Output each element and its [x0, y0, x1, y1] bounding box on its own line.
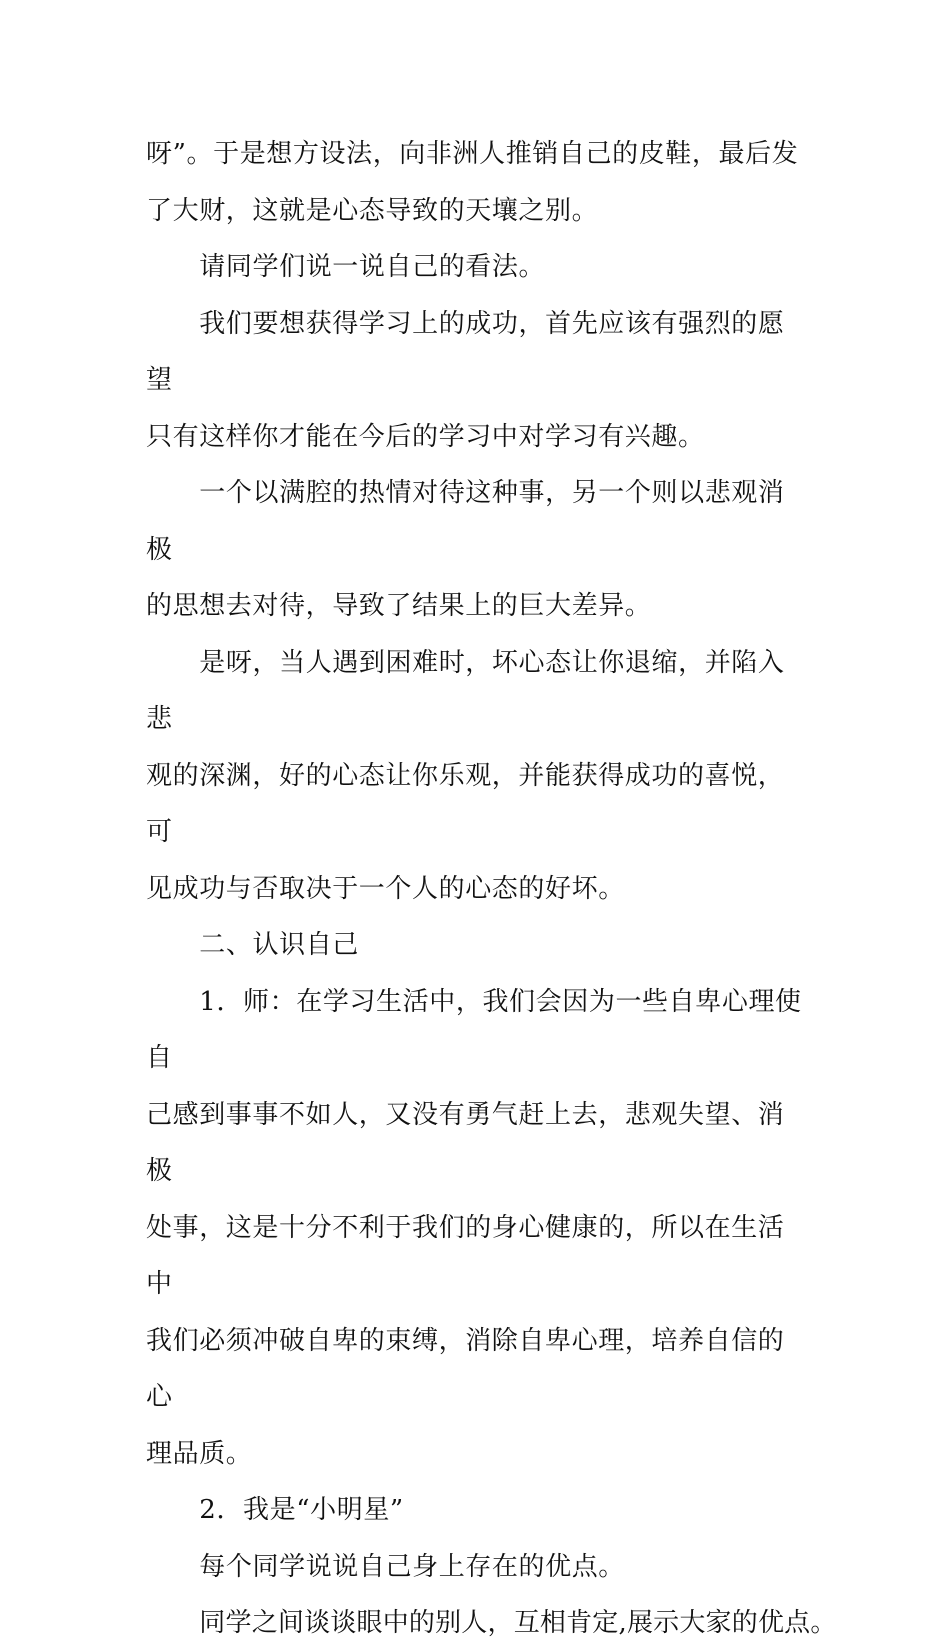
paragraph-teacher-item-1: 1．师：在学习生活中，我们会因为一些自卑心理使自 己感到事事不如人，又没有勇气赶上去，悲观失望、消极 处事，这是十分不利于我们的身心健康的，所以在生活中 我们必须冲破自卑的束缚，消除自卑心理，培养自信的心 理品质。: [146, 986, 802, 1469]
paragraph-2: 请同学们说一说自己的看法。: [199, 252, 546, 282]
section-heading-know-yourself: 二、认识自己: [199, 930, 359, 960]
paragraph-item-2-heading: 2．我是“小明星”: [199, 1495, 404, 1525]
paragraph-3: 我们要想获得学习上的成功，首先应该有强烈的愿望 只有这样你才能在今后的学习中对学习有兴趣。: [146, 308, 785, 452]
paragraph-5: 是呀，当人遇到困难时，坏心态让你退缩，并陷入悲 观的深渊，好的心态让你乐观，并能获得成功的喜悦，可 见成功与否取决于一个人的心态的好坏。: [146, 647, 785, 904]
paragraph-peer-affirmation: 同学之间谈谈眼中的别人，互相肯定,展示大家的优点。: [199, 1608, 837, 1638]
body-text: [146, 126, 837, 1652]
paragraph-strengths: 每个同学说说自己身上存在的优点。: [199, 1551, 625, 1582]
paragraph-4: 一个以满腔的热情对待这种事，另一个则以悲观消极 的思想去对待，导致了结果上的巨大差异。: [146, 478, 785, 621]
paragraph-1: 呀”。于是想方设法，向非洲人推销自己的皮鞋，最后发 了大财，这就是心态导致的天壤之别。: [146, 139, 799, 226]
